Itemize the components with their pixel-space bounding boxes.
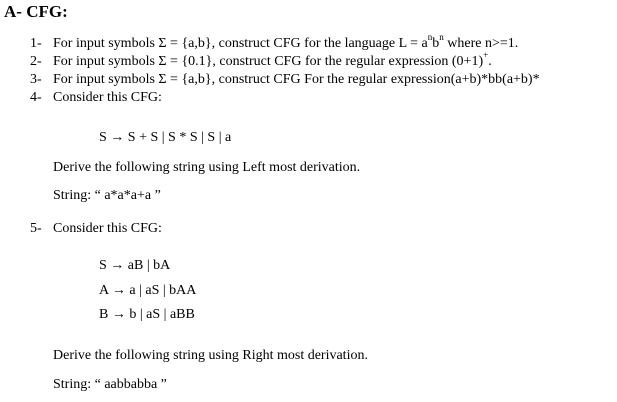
question-2-number: 2- <box>30 54 42 69</box>
question-5-number: 5- <box>30 221 42 236</box>
question-5-grammar-rule-b: B → b | aS | aBB <box>99 307 195 322</box>
question-1 <box>30 32 519 52</box>
question-5-text: Consider this CFG: <box>53 221 162 236</box>
question-4-instruction: Derive the following string using Left most derivation. <box>53 160 361 175</box>
question-2-text: For input symbols Σ = {0.1}, construct CFG for the regular expression (0+1)+. <box>53 50 492 69</box>
section-heading: A- CFG: <box>4 2 68 21</box>
question-3-text: For input symbols Σ = {a,b}, construct CFG For the regular expression(a+b)*bb(a+b)* <box>53 72 540 87</box>
question-4 <box>30 90 162 106</box>
question-5-grammar-rule-a: A → a | aS | bAA <box>99 283 197 298</box>
question-4-grammar-rule: S → S + S | S * S | S | a <box>99 130 232 145</box>
question-5-grammar-rule-s: S → aB | bA <box>99 258 171 273</box>
question-1-number: 1- <box>30 36 42 51</box>
question-5 <box>30 221 162 237</box>
question-5-string: String: “ aabbabba ” <box>53 377 167 392</box>
question-5-instruction: Derive the following string using Right most derivation. <box>53 348 368 363</box>
question-2 <box>30 50 492 70</box>
question-4-number: 4- <box>30 90 42 105</box>
question-1-text: For input symbols Σ = {a,b}, construct CFG for the language $L = a^nb^n$ where n>=1. <box>53 32 519 51</box>
question-3 <box>30 72 540 88</box>
question-3-number: 3- <box>30 72 42 87</box>
question-4-string: String: “ a*a*a+a ” <box>53 188 161 203</box>
question-4-text: Consider this CFG: <box>53 90 162 105</box>
